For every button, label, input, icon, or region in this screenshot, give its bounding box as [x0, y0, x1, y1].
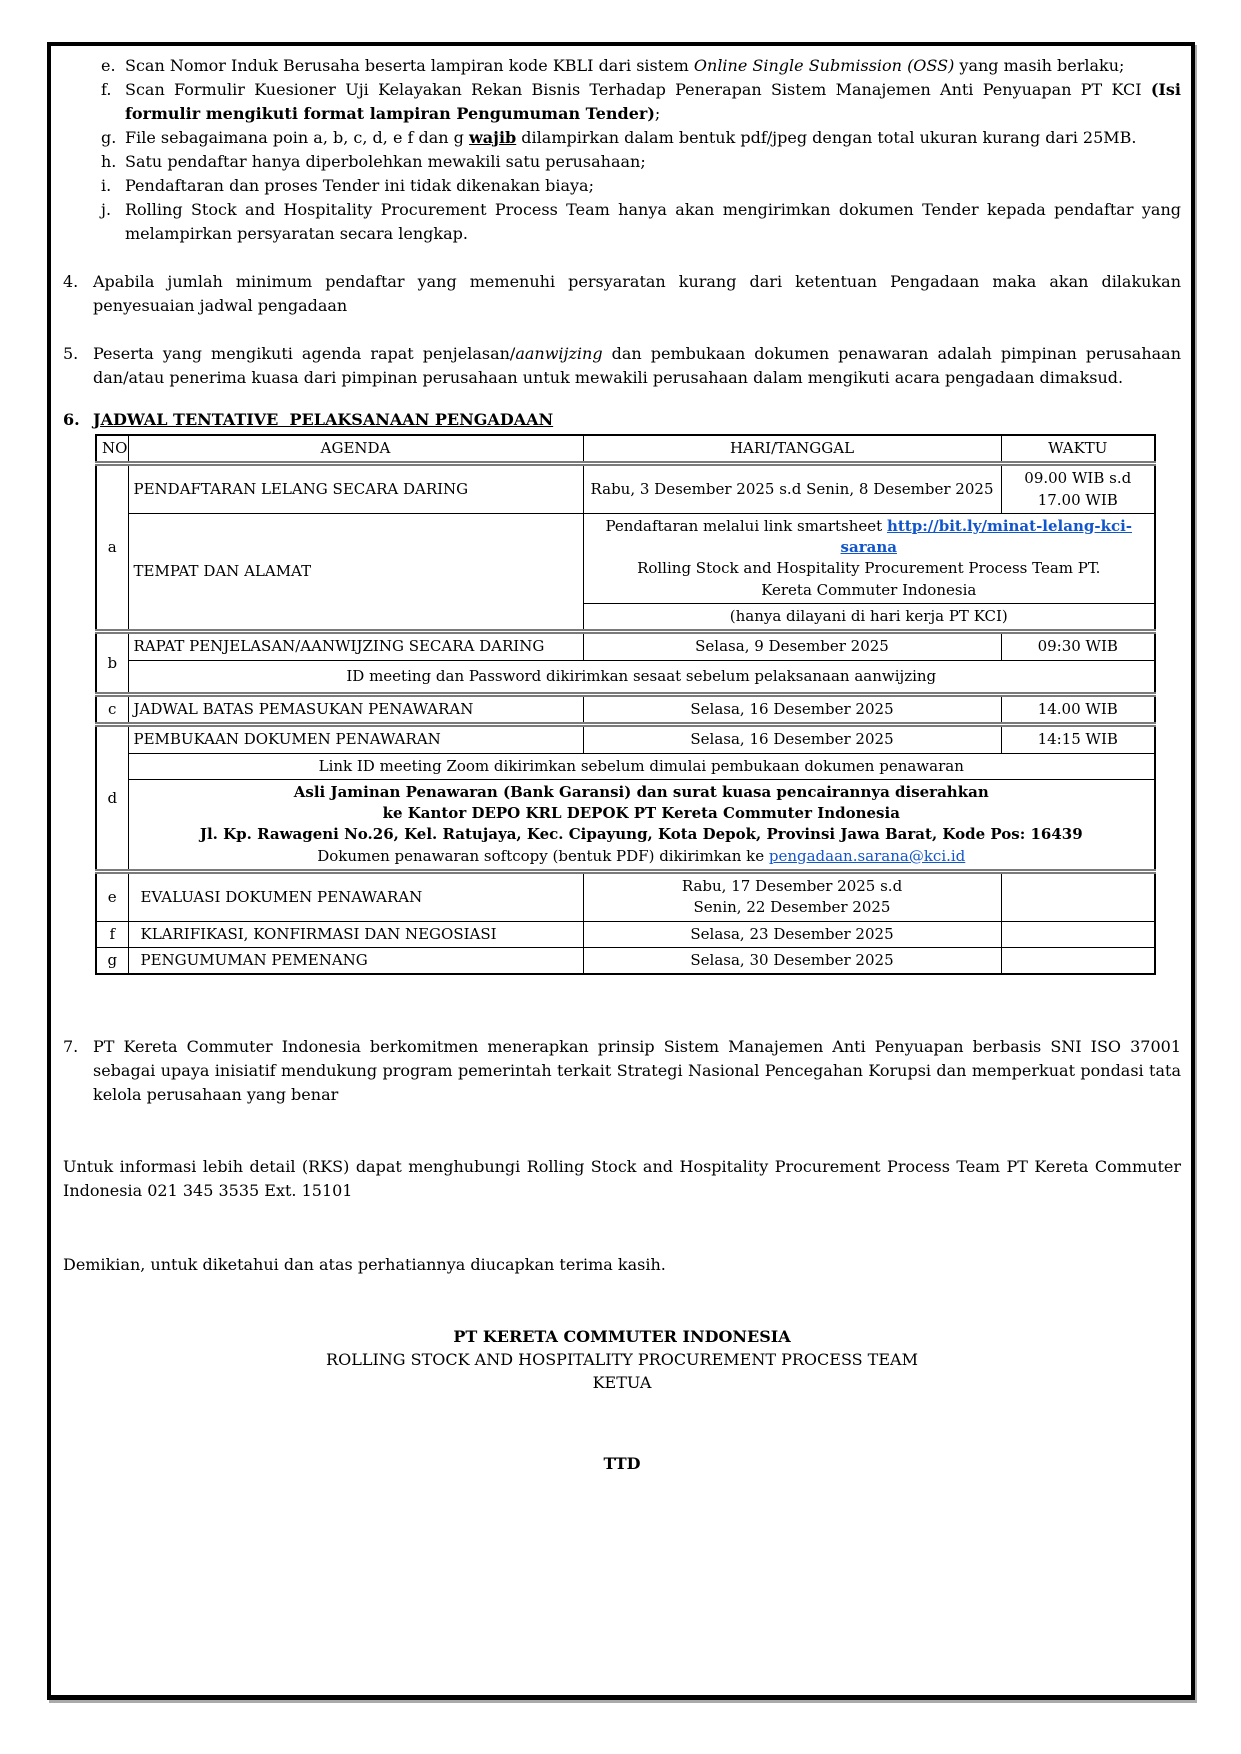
- waktu-e: [1001, 872, 1155, 922]
- numbered-item-5: [63, 342, 1181, 390]
- list-marker: f.: [101, 80, 112, 99]
- list-text: yang masih berlaku;: [954, 56, 1125, 75]
- hari-d: Selasa, 16 Desember 2025: [583, 725, 1001, 753]
- item-marker: 7.: [63, 1037, 79, 1057]
- item-marker: 6.: [63, 410, 80, 429]
- hari-f: Selasa, 23 Desember 2025: [583, 921, 1001, 947]
- table-row-d1: [96, 725, 1155, 753]
- list-text: Pendaftaran dan proses Tender ini tidak dikenakan biaya;: [125, 176, 594, 195]
- email-link[interactable]: pengadaan.sarana@kci.id: [768, 846, 966, 865]
- item-text: Apabila jumlah minimum pendaftar yang memenuhi persyaratan kurang dari ketentuan Pengadaan maka akan dilakukan penyesuaian jadwal pengadaan: [93, 272, 1181, 315]
- list-text: Satu pendaftar hanya diperbolehkan mewakili satu perusahaan;: [125, 152, 646, 171]
- waktu-f: [1001, 921, 1155, 947]
- item-marker: 4.: [63, 272, 79, 291]
- hari-e: [583, 872, 1001, 922]
- list-text: dilampirkan dalam bentuk pdf/jpeg dengan total ukuran kurang dari 25MB.: [516, 128, 1137, 147]
- hari-c: Selasa, 16 Desember 2025: [583, 694, 1001, 724]
- list-marker: g.: [101, 128, 117, 147]
- list-item-g: [101, 126, 1181, 150]
- numbered-item-6: [63, 408, 1181, 432]
- registration-prefix: Pendaftaran melalui link smartsheet: [605, 516, 887, 535]
- softcopy-line: [134, 846, 1150, 867]
- row-letter-f: f: [96, 921, 128, 947]
- item-text: dan pembukaan dokumen penawaran adalah pimpinan perusahaan dan/atau penerima kuasa dari pimpinan perusahaan untuk mewakili perusahaan dalam mengikuti acara pengadaan dimaksud.: [93, 344, 1182, 387]
- signature-block: [63, 1325, 1181, 1394]
- team-name: ROLLING STOCK AND HOSPITALITY PROCUREMENT PROCESS TEAM: [326, 1350, 918, 1370]
- list-marker: i.: [101, 176, 112, 195]
- header-agenda: AGENDA: [128, 435, 583, 464]
- list-item-j: [101, 198, 1181, 246]
- list-text-bold: (Isi formulir mengikuti format lampiran Pengumuman Tender): [125, 80, 1181, 123]
- table-row-a1: [96, 464, 1155, 514]
- table-row-d2: [96, 753, 1155, 779]
- list-marker: j.: [101, 200, 112, 219]
- agenda-a2: TEMPAT DAN ALAMAT: [128, 513, 583, 631]
- table-row-d3: [96, 779, 1155, 871]
- row-letter-d: d: [96, 725, 128, 872]
- softcopy-prefix: Dokumen penawaran softcopy (bentuk PDF) dikirimkan ke: [317, 846, 769, 865]
- agenda-g: PENGUMUMAN PEMENANG: [128, 947, 583, 974]
- company-name: PT KERETA COMMUTER INDONESIA: [453, 1327, 791, 1347]
- agenda-a1: PENDAFTARAN LELANG SECARA DARING: [128, 464, 583, 514]
- numbered-item-4: [63, 270, 1181, 318]
- table-row-b2: [96, 660, 1155, 694]
- contact-info-paragraph: Untuk informasi lebih detail (RKS) dapat menghubungi Rolling Stock and Hospitality Procurement Process Team PT Kereta Commuter Indonesia 021 345 3535 Ext. 15101: [63, 1157, 1181, 1201]
- hari-a1: Rabu, 3 Desember 2025 s.d Senin, 8 Desember 2025: [583, 464, 1001, 514]
- registration-info-cell: [583, 513, 1155, 603]
- waktu-line-1: 09.00 WIB s.d: [1024, 469, 1132, 488]
- closing-paragraph: Demikian, untuk diketahui dan atas perhatiannya diucapkan terima kasih.: [63, 1255, 666, 1275]
- signer-role: KETUA: [592, 1373, 652, 1393]
- table-row-a2: [96, 513, 1155, 603]
- numbered-item-7: [63, 1035, 1181, 1107]
- list-text-italic: Online Single Submission (OSS): [693, 56, 955, 75]
- list-item-e: [101, 54, 1181, 78]
- row-letter-b: b: [96, 632, 128, 695]
- list-item-i: [101, 174, 1181, 198]
- hari-b: Selasa, 9 Desember 2025: [583, 632, 1001, 660]
- table-row-g: [96, 947, 1155, 974]
- zoom-link-note: Link ID meeting Zoom dikirimkan sebelum dimulai pembukaan dokumen penawaran: [128, 753, 1155, 779]
- waktu-line-2: 17.00 WIB: [1037, 490, 1118, 509]
- header-hari: HARI/TANGGAL: [583, 435, 1001, 464]
- table-row-c: [96, 694, 1155, 724]
- header-waktu: WAKTU: [1001, 435, 1155, 464]
- header-no: NO: [96, 435, 128, 464]
- item-marker: 5.: [63, 344, 79, 363]
- row-letter-e: e: [96, 872, 128, 922]
- list-marker: e.: [101, 56, 116, 75]
- table-row-e: [96, 872, 1155, 922]
- waktu-c: 14.00 WIB: [1001, 694, 1155, 724]
- row-letter-g: g: [96, 947, 128, 974]
- item-text: PT Kereta Commuter Indonesia berkomitmen menerapkan prinsip Sistem Manajemen Anti Penyuapan berbasis SNI ISO 37001 sebagai upaya inisiatif mendukung program pemerintah terkait Strategi Nasional Pencegahan Korupsi dan memperkuat pondasi tata kelola perusahaan yang benar: [93, 1037, 1181, 1105]
- list-text: Scan Nomor Induk Berusaha beserta lampiran kode KBLI dari sistem: [125, 56, 694, 75]
- list-item-f: [101, 78, 1181, 126]
- hari-e-line-2: Senin, 22 Desember 2025: [693, 898, 891, 917]
- signature-ttd: TTD: [603, 1454, 641, 1474]
- agenda-b: RAPAT PENJELASAN/AANWIJZING SECARA DARING: [128, 632, 583, 660]
- table-header-row: [96, 435, 1155, 464]
- hari-e-line-1: Rabu, 17 Desember 2025 s.d: [681, 877, 903, 896]
- list-item-h: [101, 150, 1181, 174]
- item-text-italic: aanwijzing: [515, 344, 603, 363]
- guarantee-line-3: Jl. Kp. Rawageni No.26, Kel. Ratujaya, Kec. Cipayung, Kota Depok, Provinsi Jawa Barat, Kode Pos: 16439: [199, 825, 1083, 844]
- smartsheet-link[interactable]: http://bit.ly/minat-lelang-kci-sarana: [840, 516, 1133, 557]
- list-text: Scan Formulir Kuesioner Uji Kelayakan Rekan Bisnis Terhadap Penerapan Sistem Manajemen Anti Penyuapan PT KCI: [125, 80, 1151, 99]
- page-border-frame: [47, 42, 1195, 1700]
- guarantee-line-1: Asli Jaminan Penawaran (Bank Garansi) dan surat kuasa pencairannya diserahkan: [293, 782, 989, 801]
- row-letter-a: a: [96, 464, 128, 632]
- agenda-c: JADWAL BATAS PEMASUKAN PENAWARAN: [128, 694, 583, 724]
- meeting-id-note: ID meeting dan Password dikirimkan sesaat sebelum pelaksanaan aanwijzing: [128, 660, 1155, 694]
- agenda-e: EVALUASI DOKUMEN PENAWARAN: [128, 872, 583, 922]
- waktu-d: 14:15 WIB: [1001, 725, 1155, 753]
- item-text: Peserta yang mengikuti agenda rapat penjelasan/: [93, 344, 516, 363]
- list-text: File sebagaimana poin a, b, c, d, e f dan g: [125, 128, 470, 147]
- list-marker: h.: [101, 152, 117, 171]
- waktu-a1: [1001, 464, 1155, 514]
- guarantee-line-2: ke Kantor DEPO KRL DEPOK PT Kereta Commuter Indonesia: [382, 804, 900, 823]
- table-row-f: [96, 921, 1155, 947]
- registration-org: Rolling Stock and Hospitality Procurement Process Team PT. Kereta Commuter Indonesia: [637, 559, 1101, 599]
- list-text: Rolling Stock and Hospitality Procurement Process Team hanya akan mengirimkan dokumen Tender kepada pendaftar yang melampirkan persyaratan secara lengkap.: [125, 200, 1181, 243]
- waktu-g: [1001, 947, 1155, 974]
- requirements-list: [101, 54, 1181, 246]
- hari-g: Selasa, 30 Desember 2025: [583, 947, 1001, 974]
- registration-line: [589, 516, 1150, 559]
- agenda-d: PEMBUKAAN DOKUMEN PENAWARAN: [128, 725, 583, 753]
- guarantee-delivery-cell: [128, 779, 1155, 871]
- working-days-note: (hanya dilayani di hari kerja PT KCI): [583, 604, 1155, 632]
- list-text-bold-underline: wajib: [469, 128, 517, 147]
- table-row-b1: [96, 632, 1155, 660]
- schedule-heading: JADWAL TENTATIVE PELAKSANAAN PENGADAAN: [93, 410, 554, 429]
- list-text: ;: [654, 104, 661, 123]
- schedule-table: [95, 434, 1156, 975]
- row-letter-c: c: [96, 694, 128, 724]
- waktu-b: 09:30 WIB: [1001, 632, 1155, 660]
- agenda-f: KLARIFIKASI, KONFIRMASI DAN NEGOSIASI: [128, 921, 583, 947]
